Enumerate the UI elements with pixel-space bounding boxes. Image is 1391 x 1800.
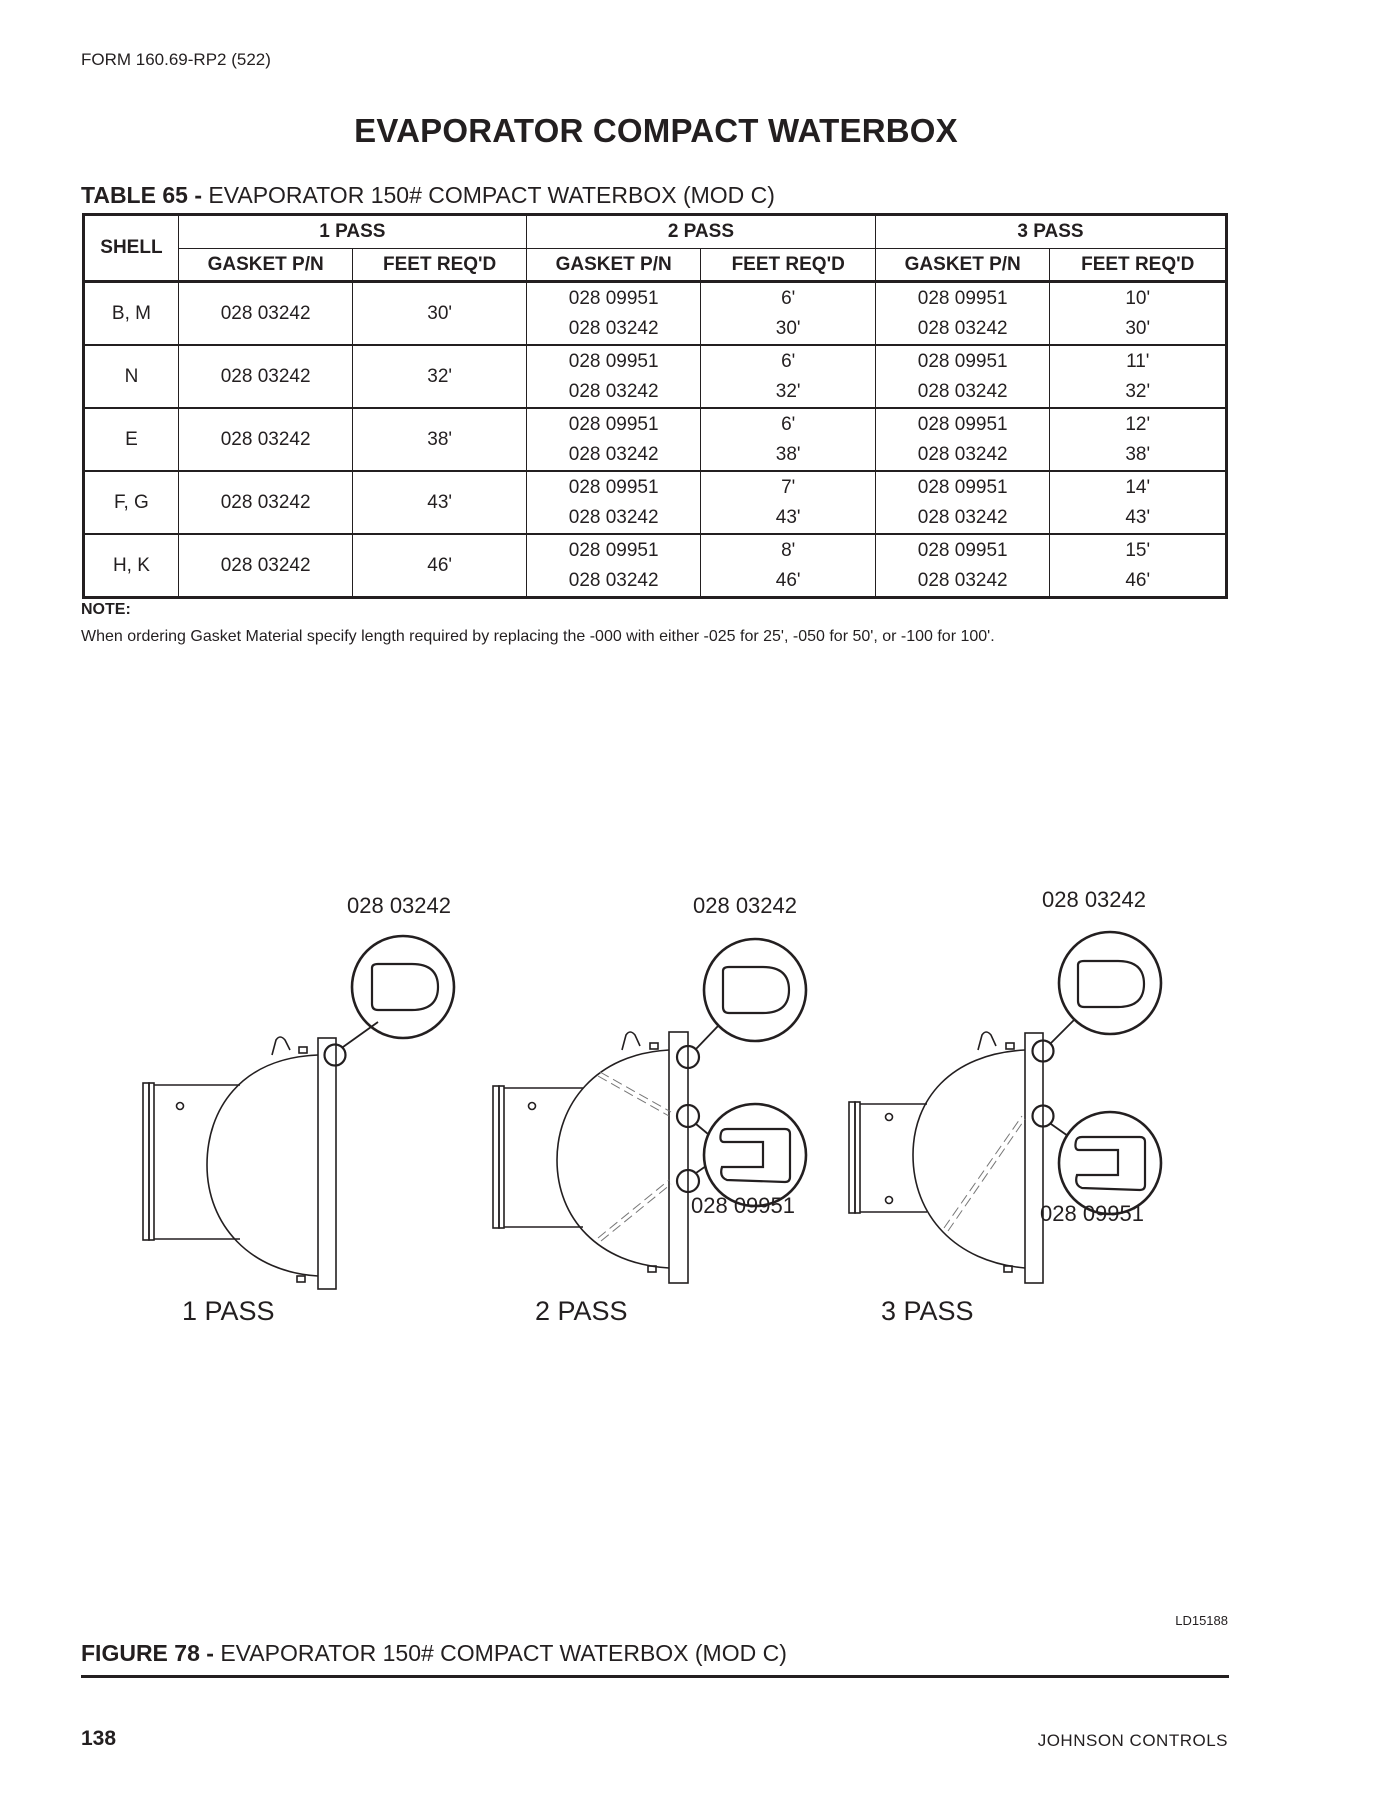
p3-feet-value: 14' — [1125, 476, 1151, 498]
pipe-body — [154, 1085, 240, 1239]
p3-gasket-value: 028 09951 — [917, 539, 1008, 561]
pass-baffle — [598, 1072, 671, 1116]
pipe-flange-ring — [855, 1102, 860, 1213]
page-number: 138 — [81, 1727, 117, 1750]
waterbox-dome — [207, 1055, 318, 1276]
pass-label-3: 3 PASS — [881, 1296, 974, 1326]
p3-feet-value: 15' — [1125, 539, 1151, 561]
p2-gasket-value: 028 03242 — [568, 317, 659, 339]
p1-gasket-cell: 028 03242 — [178, 534, 353, 598]
form-number: FORM 160.69-RP2 (522) — [81, 50, 271, 69]
leader-line — [1051, 1124, 1068, 1136]
header-3-pass: 3 PASS — [875, 215, 1226, 249]
note-text: When ordering Gasket Material specify length required by replacing the -000 with either -025 for 25', -050 for 50', or -100 for 100'. — [81, 628, 995, 645]
p2-gasket-value: 028 03242 — [568, 569, 659, 591]
p3-gasket-value: 028 03242 — [917, 506, 1008, 528]
shell-cell: N — [84, 345, 179, 408]
header-3-pass-feet: FEET REQ'D — [1050, 249, 1227, 282]
p2-gasket-value: 028 09951 — [568, 413, 659, 435]
gasket-profile-d-shape-icon — [723, 967, 789, 1013]
gasket-marker — [325, 1045, 346, 1066]
pipe-flange-ring — [499, 1086, 504, 1228]
p2-feet-value: 30' — [775, 317, 801, 339]
gasket-profile-u-shape-icon — [720, 1129, 790, 1182]
lifting-lug-icon — [978, 1032, 996, 1050]
flange-plate — [669, 1032, 688, 1283]
figure-caption — [81, 1640, 787, 1667]
shell-cell: F, G — [84, 471, 179, 534]
tab — [1006, 1043, 1014, 1049]
p3-gasket-value: 028 09951 — [917, 476, 1008, 498]
callout-label: 028 03242 — [347, 893, 451, 918]
header-2-pass: 2 PASS — [526, 215, 875, 249]
p3-gasket-value: 028 03242 — [917, 317, 1008, 339]
drawing-number: LD15188 — [1175, 1613, 1228, 1628]
p2-feet-value: 7' — [781, 476, 796, 498]
callout-label: 028 03242 — [693, 893, 797, 918]
vent-plug-icon — [177, 1103, 184, 1110]
p2-feet-value: 8' — [781, 539, 796, 561]
p2-feet-value: 38' — [775, 443, 801, 465]
callout-label: 028 09951 — [691, 1193, 795, 1218]
page-title: EVAPORATOR COMPACT WATERBOX — [354, 112, 958, 149]
p2-feet-value: 32' — [775, 380, 801, 402]
tab — [299, 1047, 307, 1053]
p3-gasket-value: 028 03242 — [917, 443, 1008, 465]
p1-gasket-cell: 028 03242 — [178, 408, 353, 471]
vent-plug-icon — [886, 1114, 893, 1121]
figure-caption-number: FIGURE 78 - — [81, 1640, 221, 1666]
tab — [650, 1043, 658, 1049]
drawing-2-pass — [493, 939, 806, 1283]
header-2-pass-feet: FEET REQ'D — [701, 249, 875, 282]
pipe-body — [860, 1104, 927, 1212]
note-label: NOTE: — [81, 601, 131, 618]
p3-feet-value: 12' — [1125, 413, 1151, 435]
p3-feet-value: 38' — [1125, 443, 1151, 465]
pipe-flange-ring — [849, 1102, 855, 1213]
p2-gasket-value: 028 03242 — [568, 506, 659, 528]
p2-gasket-value: 028 09951 — [568, 539, 659, 561]
pipe-flange-ring — [143, 1083, 149, 1240]
table-caption-text: EVAPORATOR 150# COMPACT WATERBOX (MOD C) — [208, 182, 775, 208]
pipe-flange-ring — [493, 1086, 499, 1228]
flange-plate — [1025, 1033, 1043, 1283]
p3-feet-value: 10' — [1125, 287, 1151, 309]
p3-gasket-value: 028 03242 — [917, 380, 1008, 402]
leader-line — [696, 1124, 708, 1134]
p3-feet-value: 11' — [1126, 350, 1150, 372]
pipe-body — [504, 1088, 583, 1227]
p1-gasket-cell: 028 03242 — [178, 282, 353, 346]
leader-line — [343, 1022, 378, 1047]
p2-feet-value: 6' — [781, 413, 796, 435]
p2-gasket-value: 028 03242 — [568, 380, 659, 402]
lifting-lug-icon — [272, 1037, 290, 1055]
tab — [297, 1276, 305, 1282]
header-shell: SHELL — [84, 215, 179, 282]
callout-circle — [1059, 932, 1161, 1034]
header-2-pass-gasket: GASKET P/N — [526, 249, 701, 282]
pass-label-1: 1 PASS — [182, 1296, 275, 1326]
waterbox-dome — [557, 1050, 669, 1268]
leader-line — [696, 1026, 718, 1049]
header-1-pass: 1 PASS — [178, 215, 526, 249]
p2-feet-value: 46' — [775, 569, 801, 591]
vent-plug-icon — [886, 1197, 893, 1204]
table-caption-number: TABLE 65 - — [81, 182, 209, 208]
p1-feet-cell: 38' — [353, 408, 526, 471]
pass-label-2: 2 PASS — [535, 1296, 628, 1326]
header-1-pass-feet: FEET REQ'D — [353, 249, 526, 282]
p1-feet-cell: 46' — [353, 534, 526, 598]
p1-feet-cell: 30' — [353, 282, 526, 346]
p2-feet-value: 43' — [775, 506, 801, 528]
p2-gasket-value: 028 03242 — [568, 443, 659, 465]
p3-feet-value: 30' — [1125, 317, 1151, 339]
drawing-1-pass — [143, 936, 454, 1289]
pass-baffle — [944, 1116, 1025, 1231]
gasket-profile-u-shape-icon — [1075, 1137, 1145, 1190]
pipe-flange-ring — [149, 1083, 154, 1240]
p2-feet-value: 6' — [781, 350, 796, 372]
header-1-pass-gasket: GASKET P/N — [178, 249, 353, 282]
callout-circle — [704, 939, 806, 1041]
header-3-pass-gasket: GASKET P/N — [875, 249, 1050, 282]
p3-gasket-value: 028 09951 — [917, 287, 1008, 309]
leader-line — [1051, 1020, 1074, 1043]
shell-cell: H, K — [84, 534, 179, 598]
gasket-profile-d-shape-icon — [1078, 961, 1144, 1007]
figure-caption-text: EVAPORATOR 150# COMPACT WATERBOX (MOD C) — [220, 1640, 787, 1666]
drawing-3-pass — [849, 932, 1161, 1283]
flange-plate — [318, 1038, 336, 1289]
p2-gasket-value: 028 09951 — [568, 287, 659, 309]
p1-feet-cell: 32' — [353, 345, 526, 408]
pass-baffle — [598, 1180, 671, 1241]
p1-feet-cell: 43' — [353, 471, 526, 534]
caption-rule — [81, 1675, 1229, 1678]
gasket-profile-d-shape-icon — [372, 964, 438, 1010]
p1-gasket-cell: 028 03242 — [178, 471, 353, 534]
p3-feet-value: 43' — [1125, 506, 1151, 528]
company-name: JOHNSON CONTROLS — [1037, 1731, 1228, 1750]
callout-label: 028 09951 — [1040, 1201, 1144, 1226]
p3-gasket-value: 028 09951 — [917, 413, 1008, 435]
shell-cell: E — [84, 408, 179, 471]
lifting-lug-icon — [622, 1032, 640, 1050]
p2-gasket-value: 028 09951 — [568, 350, 659, 372]
callout-label: 028 03242 — [1042, 887, 1146, 912]
vent-plug-icon — [529, 1103, 536, 1110]
p2-gasket-value: 028 09951 — [568, 476, 659, 498]
waterbox-dome — [913, 1050, 1025, 1268]
p2-feet-value: 6' — [781, 287, 796, 309]
p3-gasket-value: 028 03242 — [917, 569, 1008, 591]
shell-cell: B, M — [84, 282, 179, 346]
p3-feet-value: 32' — [1125, 380, 1151, 402]
p3-gasket-value: 028 09951 — [917, 350, 1008, 372]
p1-gasket-cell: 028 03242 — [178, 345, 353, 408]
p3-feet-value: 46' — [1125, 569, 1151, 591]
